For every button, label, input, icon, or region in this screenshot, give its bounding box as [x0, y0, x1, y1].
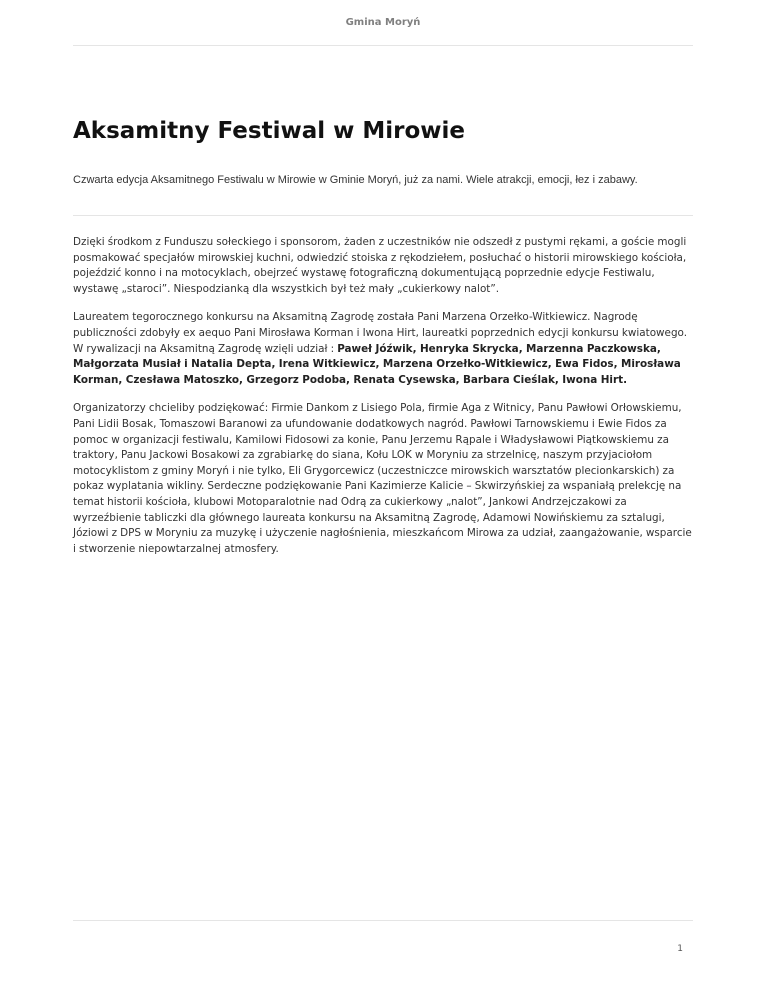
article-lead: Czwarta edycja Aksamitnego Festiwalu w Mirowie w Gminie Moryń, już za nami. Wiele atrakcji, emocji, łez i zabawy. [73, 174, 638, 186]
participants-list: Paweł Jóźwik, Henryka Skrycka, Marzenna Paczkowska, Małgorzata Musiał i Natalia Depta, Irena Witkiewicz, Marzena Orzełko-Witkiewicz, Ewa Fidos, Mirosława Korman, Czesława Matoszko, Grzegorz Podoba, Renata Cysewska, Barbara Cieślak, Iwona Hirt. [73, 342, 681, 386]
paragraph-laureates [73, 310, 695, 388]
page-number: 1 [677, 944, 683, 954]
page-footer [73, 920, 693, 980]
site-name: Gmina Moryń [345, 17, 421, 28]
article-title: Aksamitny Festiwal w Mirowie [73, 118, 466, 144]
laureates-text: Laureatem tegorocznego konkursu na Aksamitną Zagrodę została Pani Marzena Orzełko-Witkiewicz. Nagrodę publiczności zdobyły ex aequo Pani Mirosława Korman i Iwona Hirt, laureatki poprzednich edycji konkursu kwiatowego. W rywalizacji na Aksamitną Zagrodę wzięli udział : [73, 311, 688, 355]
article-content [73, 235, 695, 570]
paragraph-thanks: Organizatorzy chcieliby podziękować: Firmie Dankom z Lisiego Pola, firmie Aga z Witnicy, Panu Pawłowi Orłowskiemu, Pani Lidii Bosak, Tomaszowi Baranowi za ufundowanie dodatkowych nagród. Pawłowi Tarnowskiemu i Ewie Fidos za pomoc w organizacji festiwalu, Kamilowi Fidosowi za konie, Panu Jerzemu Rąpale i Władysławowi Piątkowskiemu za traktory, Panu Jackowi Bosakowi za zgrabiarkę do siana, Kołu LOK w Moryniu za strzelnicę, naszym przyjaciołom motocyklistom z gminy Moryń i nie tylko, Eli Grygorcewicz (uczestniczce mirowskich warsztatów plecionkarskich) za pokaz wyplatania wikliny. Serdeczne podziękowanie Pani Kazimierze Kalicie – Skwirzyńskiej za wspaniałą prelekcję na temat historii kościoła, klubowi Motoparalotnie nad Odrą za cukierkowy „nalot”, Jankowi Andrzejczakowi za wyrzeźbienie tabliczki dla głównego laureata konkursu na Aksamitną Zagrodę, Adamowi Nowińskiemu za sztalugi, Józiowi z DPS w Moryniu za muzykę i użyczenie nagłośnienia, mieszkańcom Mirowa za udział, zaangażowanie, wsparcie i stworzenie niepowtarzalnej atmosfery. [73, 402, 692, 555]
paragraph-sponsors: Dzięki środkom z Funduszu sołeckiego i sponsorom, żaden z uczestników nie odszedł z pustymi rękami, a goście mogli posmakować specjałów mirowskiej kuchni, odwiedzić stoiska z rękodziełem, posłuchać o historii mirowskiego kościoła, pojeździć konno i na motocyklach, obejrzeć wystawę fotograficzną dokumentującą poprzednie edycje Festiwalu, wystawę „staroci”. Niespodzianką dla wszystkich był też mały „cukierkowy nalot”. [73, 236, 687, 295]
site-header [73, 0, 693, 46]
lead-divider [73, 215, 693, 216]
